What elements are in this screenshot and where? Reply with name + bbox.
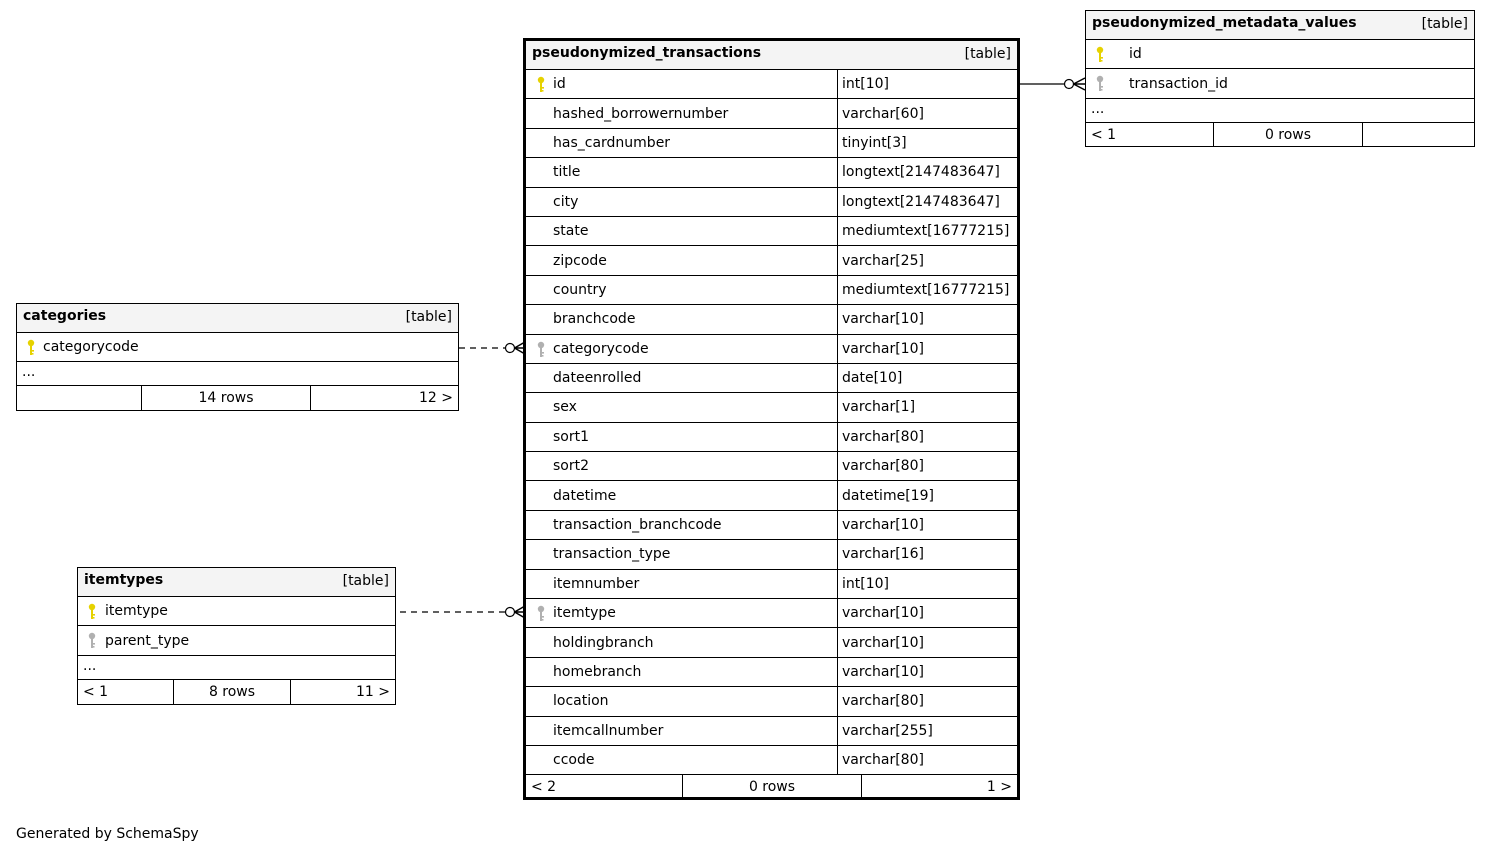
footer-children[interactable]: 12 > (419, 390, 453, 407)
column-row[interactable] (526, 658, 1017, 687)
column-name: location (553, 693, 609, 710)
column-type: varchar[80] (837, 746, 1017, 774)
column-row[interactable] (526, 158, 1017, 187)
column-row[interactable] (526, 628, 1017, 657)
column-row[interactable] (526, 452, 1017, 481)
more-columns: ... (1086, 99, 1474, 123)
foreign-key-icon (536, 605, 546, 623)
column-name: branchcode (553, 311, 636, 328)
column-name: transaction_id (1129, 75, 1228, 92)
primary-key-icon (1095, 46, 1105, 64)
column-row[interactable] (1086, 69, 1474, 98)
column-row[interactable] (1086, 40, 1474, 69)
column-type: int[10] (837, 70, 1017, 98)
column-name: itemnumber (553, 575, 640, 592)
table-type: [table] (964, 46, 1011, 62)
column-row[interactable] (526, 393, 1017, 422)
column-name: id (553, 76, 566, 93)
column-type: varchar[16] (837, 540, 1017, 568)
table-header (17, 304, 458, 333)
column-row[interactable] (78, 597, 395, 626)
column-type: varchar[80] (837, 687, 1017, 715)
table-categories[interactable] (16, 303, 459, 411)
footer-children[interactable]: 11 > (356, 683, 390, 700)
column-type: varchar[10] (837, 511, 1017, 539)
column-row[interactable] (526, 335, 1017, 364)
column-type: longtext[2147483647] (837, 188, 1017, 216)
link-zero-marker (506, 344, 515, 353)
column-type: mediumtext[16777215] (837, 217, 1017, 245)
table-name: itemtypes (84, 572, 164, 588)
column-name: sort2 (553, 458, 590, 475)
column-name: city (553, 193, 579, 210)
table-footer (78, 680, 395, 704)
column-type: longtext[2147483647] (837, 158, 1017, 186)
column-row[interactable] (78, 626, 395, 655)
link-zero-marker (1065, 80, 1074, 89)
column-row[interactable] (526, 217, 1017, 246)
more-columns: ... (17, 362, 458, 386)
column-type: varchar[80] (837, 423, 1017, 451)
footer-parents[interactable] (17, 386, 142, 410)
column-row[interactable] (526, 540, 1017, 569)
column-name: parent_type (105, 632, 190, 649)
column-row[interactable] (526, 599, 1017, 628)
column-name: country (553, 281, 607, 298)
column-row[interactable] (526, 511, 1017, 540)
table-footer (526, 775, 1017, 799)
generated-by-label: Generated by SchemaSpy (16, 826, 199, 842)
column-row[interactable] (526, 99, 1017, 128)
table-type: [table] (405, 309, 452, 325)
column-row[interactable] (526, 188, 1017, 217)
column-type: datetime[19] (837, 481, 1017, 509)
column-type: varchar[10] (837, 599, 1017, 627)
foreign-key-icon (87, 632, 97, 650)
footer-rowcount: 0 rows (683, 775, 862, 799)
column-name: state (553, 223, 589, 240)
table-header (78, 568, 395, 597)
column-type: varchar[10] (837, 305, 1017, 333)
column-type: varchar[10] (837, 628, 1017, 656)
column-type: varchar[10] (837, 658, 1017, 686)
column-name: id (1129, 46, 1142, 63)
column-name: categorycode (553, 340, 649, 357)
column-name: dateenrolled (553, 370, 642, 387)
column-type: varchar[255] (837, 717, 1017, 745)
column-row[interactable] (526, 246, 1017, 275)
more-columns: ... (78, 656, 395, 680)
column-row[interactable] (526, 364, 1017, 393)
link-crowfoot (1074, 78, 1086, 90)
table-name: pseudonymized_metadata_values (1092, 15, 1357, 31)
column-name: itemcallnumber (553, 722, 664, 739)
foreign-key-icon (536, 341, 546, 359)
table-pseudonymized-metadata-values[interactable] (1085, 10, 1475, 147)
table-header (526, 41, 1017, 70)
table-itemtypes[interactable] (77, 567, 396, 705)
column-row[interactable] (526, 276, 1017, 305)
column-type: varchar[80] (837, 452, 1017, 480)
column-name: homebranch (553, 664, 642, 680)
footer-children[interactable] (1363, 123, 1474, 147)
column-type: varchar[25] (837, 246, 1017, 274)
footer-rowcount: 14 rows (142, 386, 311, 410)
column-name: sex (553, 399, 577, 416)
column-type: varchar[1] (837, 393, 1017, 421)
column-row[interactable] (526, 746, 1017, 775)
footer-children[interactable]: 1 > (986, 779, 1012, 796)
column-name: zipcode (553, 252, 607, 269)
footer-parents[interactable]: < 1 (1086, 123, 1214, 147)
footer-parents[interactable]: < 1 (78, 680, 174, 704)
column-name: ccode (553, 752, 595, 769)
table-header (1086, 11, 1474, 40)
table-type: [table] (1421, 16, 1468, 32)
table-pseudonymized-transactions[interactable] (523, 38, 1020, 800)
primary-key-icon (26, 339, 36, 357)
table-type: [table] (342, 573, 389, 589)
table-footer (1086, 123, 1474, 147)
footer-rowcount: 8 rows (174, 680, 291, 704)
column-row[interactable] (17, 333, 458, 362)
primary-key-icon (87, 603, 97, 621)
column-type: int[10] (837, 570, 1017, 598)
column-row[interactable] (526, 481, 1017, 510)
column-type: mediumtext[16777215] (837, 276, 1017, 304)
foreign-key-icon (1095, 75, 1105, 93)
column-name: sort1 (553, 428, 590, 445)
table-name: pseudonymized_transactions (532, 45, 762, 61)
column-name: transaction_type (553, 546, 671, 563)
column-name: itemtype (105, 603, 168, 620)
column-row[interactable] (526, 687, 1017, 716)
column-row[interactable] (526, 423, 1017, 452)
footer-parents[interactable]: < 2 (526, 775, 683, 799)
footer-rowcount: 0 rows (1214, 123, 1363, 147)
column-name: holdingbranch (553, 634, 654, 651)
column-name: has_cardnumber (553, 134, 671, 151)
column-name: title (553, 164, 581, 181)
column-row[interactable] (526, 70, 1017, 99)
column-row[interactable] (526, 129, 1017, 158)
column-row[interactable] (526, 717, 1017, 746)
column-name: categorycode (43, 339, 139, 356)
column-name: itemtype (553, 605, 616, 622)
column-type: varchar[60] (837, 99, 1017, 127)
column-name: transaction_branchcode (553, 517, 722, 534)
primary-key-icon (536, 76, 546, 94)
table-name: categories (23, 308, 107, 324)
column-name: datetime (553, 487, 617, 504)
column-type: date[10] (837, 364, 1017, 392)
column-row[interactable] (526, 305, 1017, 334)
table-footer (17, 386, 458, 410)
column-type: tinyint[3] (837, 129, 1017, 157)
column-type: varchar[10] (837, 335, 1017, 363)
link-zero-marker (506, 608, 515, 617)
column-row[interactable] (526, 570, 1017, 599)
column-name: hashed_borrowernumber (553, 105, 729, 122)
